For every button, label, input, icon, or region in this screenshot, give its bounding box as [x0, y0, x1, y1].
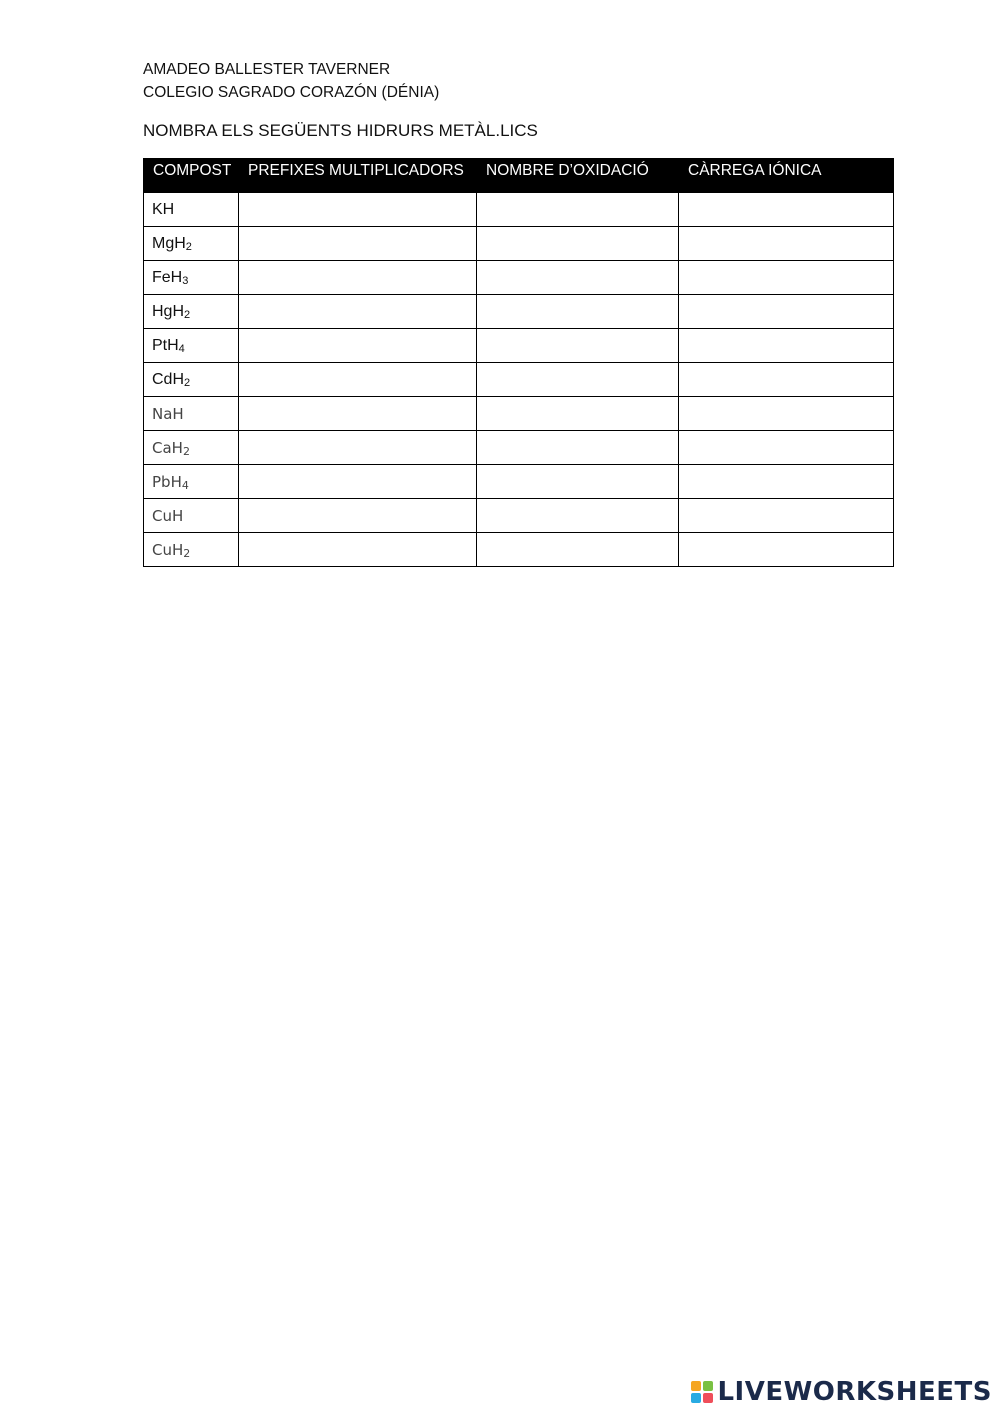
oxidation-answer-input[interactable] [485, 296, 678, 328]
prefixes-answer-input[interactable] [247, 228, 476, 260]
formula-subscript: 4 [178, 342, 185, 355]
answer-cell [239, 499, 477, 533]
compound-formula [144, 431, 239, 465]
charge-answer-input[interactable] [687, 364, 893, 396]
table-row [144, 499, 894, 533]
prefixes-answer-input[interactable] [247, 296, 476, 328]
oxidation-answer-input[interactable] [485, 500, 678, 532]
answer-cell [239, 329, 477, 363]
oxidation-answer-input[interactable] [485, 228, 678, 260]
charge-answer-input[interactable] [687, 296, 893, 328]
formula-symbol: FeH [152, 268, 183, 286]
formula-subscript: 4 [181, 478, 189, 492]
answer-cell [679, 363, 894, 397]
formula-subscript: 2 [185, 240, 192, 253]
author-name: AMADEO BALLESTER TAVERNER [143, 61, 391, 78]
formula-subscript: 3 [182, 274, 189, 287]
answer-cell [477, 533, 679, 567]
liveworksheets-logo-text: LIVEWORKSHEETS [717, 1377, 992, 1407]
answer-cell [477, 499, 679, 533]
prefixes-answer-input[interactable] [247, 262, 476, 294]
table-row [144, 261, 894, 295]
formula-symbol: CaH [152, 438, 183, 457]
answer-cell [477, 431, 679, 465]
answer-cell [477, 363, 679, 397]
table-row [144, 465, 894, 499]
table-row [144, 295, 894, 329]
answer-cell [477, 397, 679, 431]
liveworksheets-logo [691, 1377, 992, 1407]
table-row [144, 329, 894, 363]
prefixes-answer-input[interactable] [247, 398, 476, 430]
compound-formula [144, 295, 239, 329]
compound-formula [144, 227, 239, 261]
school-name: COLEGIO SAGRADO CORAZÓN (DÉNIA) [143, 84, 440, 101]
formula-symbol: HgH [152, 302, 185, 320]
charge-answer-input[interactable] [687, 398, 893, 430]
charge-answer-input[interactable] [687, 466, 893, 498]
column-header-oxidation: NOMBRE D’OXIDACIÓ [477, 159, 679, 193]
charge-answer-input[interactable] [687, 194, 893, 226]
charge-answer-input[interactable] [687, 330, 893, 362]
table-row [144, 193, 894, 227]
formula-symbol: CdH [152, 370, 185, 388]
formula-subscript: 2 [184, 308, 191, 321]
prefixes-answer-input[interactable] [247, 534, 476, 566]
answer-cell [679, 295, 894, 329]
answer-cell [679, 193, 894, 227]
answer-cell [239, 227, 477, 261]
table-row [144, 397, 894, 431]
answer-cell [679, 227, 894, 261]
prefixes-answer-input[interactable] [247, 330, 476, 362]
compound-formula [144, 261, 239, 295]
answer-cell [679, 465, 894, 499]
charge-answer-input[interactable] [687, 262, 893, 294]
formula-subscript: 2 [184, 376, 191, 389]
logo-square [703, 1393, 713, 1403]
compound-formula [144, 193, 239, 227]
hydrides-table [143, 158, 894, 567]
prefixes-answer-input[interactable] [247, 364, 476, 396]
answer-cell [679, 431, 894, 465]
table-header-row [144, 159, 894, 193]
answer-cell [477, 227, 679, 261]
oxidation-answer-input[interactable] [485, 534, 678, 566]
column-header-compost: COMPOST [144, 159, 239, 193]
logo-square [691, 1393, 701, 1403]
oxidation-answer-input[interactable] [485, 262, 678, 294]
answer-cell [477, 261, 679, 295]
answer-cell [239, 465, 477, 499]
column-header-prefixes: PREFIXES MULTIPLICADORS [239, 159, 477, 193]
compound-formula [144, 465, 239, 499]
compound-formula [144, 499, 239, 533]
answer-cell [679, 533, 894, 567]
formula-symbol: MgH [152, 234, 186, 252]
formula-symbol: NaH [152, 404, 184, 423]
table-row [144, 363, 894, 397]
answer-cell [239, 295, 477, 329]
answer-cell [239, 431, 477, 465]
compound-formula [144, 363, 239, 397]
compound-formula [144, 397, 239, 431]
table-row [144, 227, 894, 261]
charge-answer-input[interactable] [687, 228, 893, 260]
answer-cell [477, 329, 679, 363]
column-header-charge: CÀRREGA IÓNICA [679, 159, 894, 193]
answer-cell [679, 329, 894, 363]
liveworksheets-logo-icon [691, 1381, 713, 1403]
formula-subscript: 2 [183, 546, 191, 560]
answer-cell [679, 397, 894, 431]
prefixes-answer-input[interactable] [247, 432, 476, 464]
answer-cell [239, 261, 477, 295]
table-row [144, 431, 894, 465]
logo-square [703, 1381, 713, 1391]
prefixes-answer-input[interactable] [247, 466, 476, 498]
answer-cell [477, 295, 679, 329]
oxidation-answer-input[interactable] [485, 364, 678, 396]
formula-symbol: PbH [152, 472, 182, 491]
logo-square [691, 1381, 701, 1391]
prefixes-answer-input[interactable] [247, 500, 476, 532]
answer-cell [239, 533, 477, 567]
oxidation-answer-input[interactable] [485, 432, 678, 464]
table-row [144, 533, 894, 567]
instruction-title: NOMBRA ELS SEGÜENTS HIDRURS METÀL.LICS [143, 121, 538, 140]
answer-cell [679, 261, 894, 295]
answer-cell [477, 193, 679, 227]
answer-cell [679, 499, 894, 533]
answer-cell [239, 397, 477, 431]
charge-answer-input[interactable] [687, 432, 893, 464]
oxidation-answer-input[interactable] [485, 330, 678, 362]
formula-symbol: PtH [152, 336, 179, 354]
table-body [144, 193, 894, 567]
oxidation-answer-input[interactable] [485, 194, 678, 226]
formula-subscript: 2 [182, 444, 190, 458]
formula-symbol: CuH [152, 540, 184, 559]
oxidation-answer-input[interactable] [485, 466, 678, 498]
answer-cell [477, 465, 679, 499]
answer-cell [239, 193, 477, 227]
compound-formula [144, 329, 239, 363]
formula-symbol: CuH [152, 506, 184, 525]
answer-cell [239, 363, 477, 397]
charge-answer-input[interactable] [687, 534, 893, 566]
compound-formula [144, 533, 239, 567]
oxidation-answer-input[interactable] [485, 398, 678, 430]
charge-answer-input[interactable] [687, 500, 893, 532]
formula-symbol: KH [152, 200, 175, 218]
prefixes-answer-input[interactable] [247, 194, 476, 226]
